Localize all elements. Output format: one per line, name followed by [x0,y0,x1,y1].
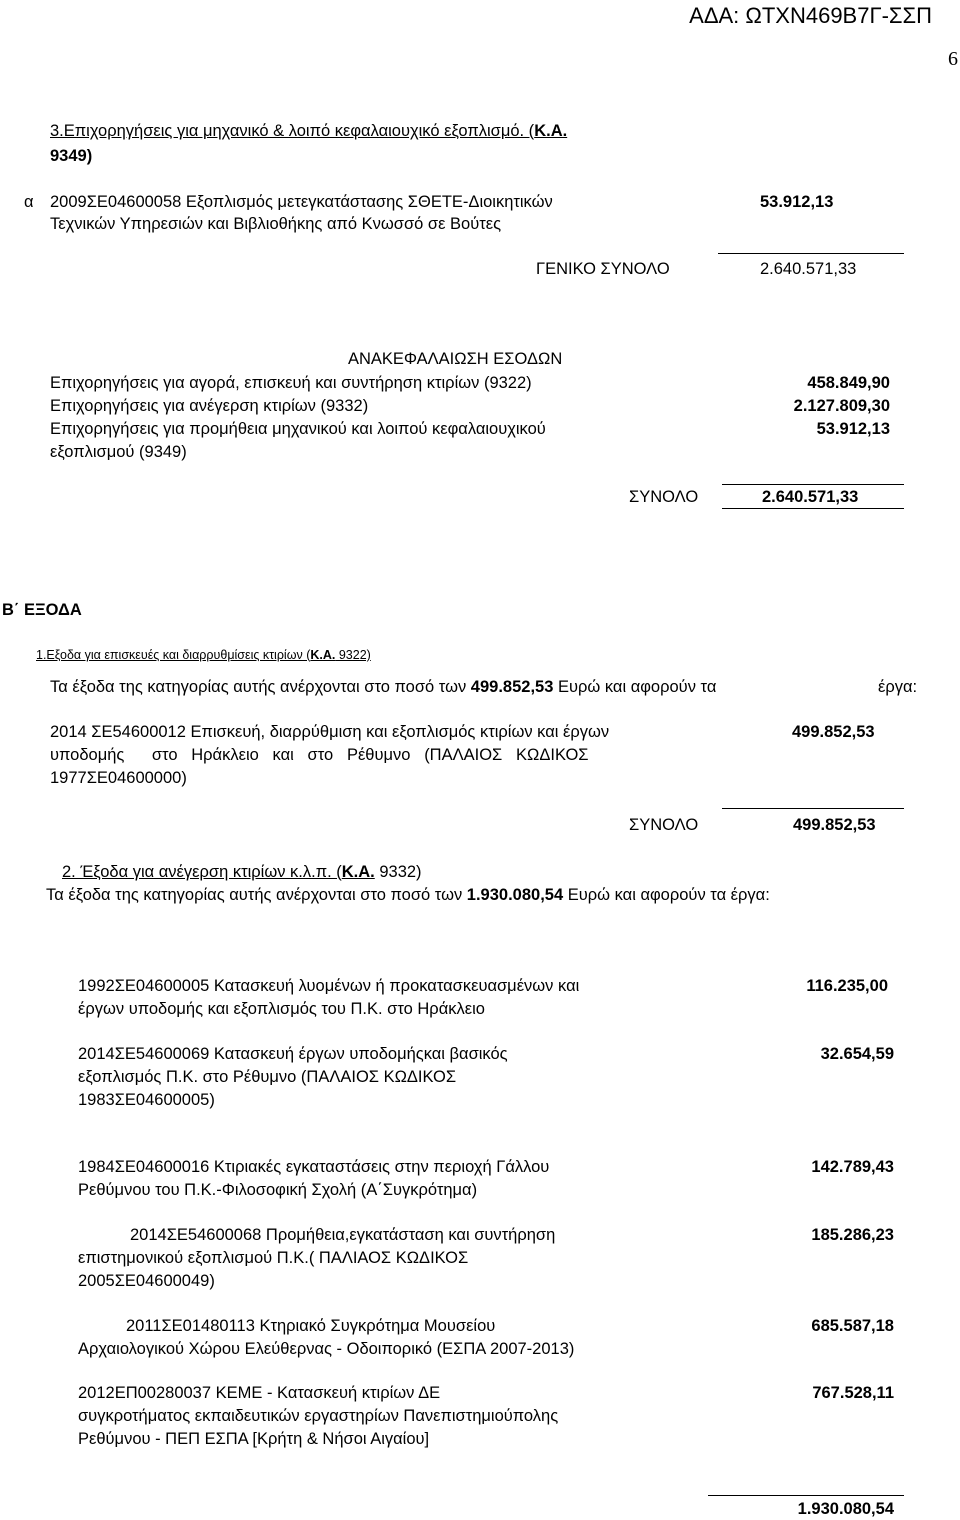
project-6-line2: συγκροτήματος εκπαιδευτικών εργαστηρίων Πανεπιστημιούπολης [78,1407,559,1425]
project-2-line1: 2014ΣΕ54600069 Κατασκευή έργων υποδομήςκαι βασικός [78,1045,508,1063]
income-row-1-amount: 458.849,90 [807,374,890,392]
expenses-sub1-text-end: έργα: [878,678,918,696]
income-row-2-label: Επιχορηγήσεις για ανέγερση κτιρίων (9332) [50,397,369,415]
project-4-line1: 2014ΣΕ54600068 Προμήθεια,εγκατάσταση και συντήρηση [130,1226,556,1244]
income-total-amount: 2.640.571,33 [762,488,859,506]
project-2-line2: εξοπλισμός Π.Κ. στο Ρέθυμνο (ΠΑΛΑΙΟΣ ΚΩΔΙΚΟΣ [78,1068,457,1086]
income-row-3-label: Επιχορηγήσεις για προμήθεια μηχανικού και λοιπού κεφαλαιουχικού [50,420,546,438]
income-summary-title: ΑΝΑΚΕΦΑΛΑΙΩΣΗ ΕΣΟΔΩΝ [348,350,563,368]
divider [722,508,904,509]
project-4-amount: 185.286,23 [811,1226,894,1244]
expenses-sub1-item-line2: υποδομής στο Ηράκλειο και στο Ρέθυμνο (ΠΑΛΑΙΟΣ ΚΩΔΙΚΟΣ [50,746,589,764]
expenses-sub2-text: Τα έξοδα της κατηγορίας αυτής ανέρχονται στο ποσό των 1.930.080,54 Ευρώ και αφορούν τα έργα: [46,886,770,904]
income-row-3-label-cont: εξοπλισμού (9349) [50,443,187,461]
section3-item-amount: 53.912,13 [760,193,834,211]
project-4-line3: 2005ΣΕ04600049) [78,1272,215,1290]
section3-title: 3.Επιχορηγήσεις για μηχανικό & λοιπό κεφαλαιουχικό εξοπλισμό. (Κ.Α. [50,122,568,140]
project-1-line1: 1992ΣΕ04600005 Κατασκευή λυομένων ή προκατασκευασμένων και [78,977,580,995]
project-5-line2: Αρχαιολογικού Χώρου Ελεύθερνας - Οδοιπορικό (ΕΣΠΑ 2007-2013) [78,1340,575,1358]
page-number: 6 [948,48,958,70]
divider [718,253,904,254]
project-5-line1: 2011ΣΕ01480113 Κτηριακό Συγκρότημα Μουσείου [126,1317,496,1335]
income-row-2-amount: 2.127.809,30 [793,397,890,415]
project-6-line3: Ρεθύμνου - ΠΕΠ ΕΣΠΑ [Κρήτη & Νήσοι Αιγαίου] [78,1430,430,1448]
income-row-3-amount: 53.912,13 [816,420,890,438]
expenses-sub2-title: 2. Έξοδα για ανέγερση κτιρίων κ.λ.π. (Κ.Α. 9332) [62,863,422,881]
project-3-line1: 1984ΣΕ04600016 Κτιριακές εγκαταστάσεις στην περιοχή Γάλλου [78,1158,550,1176]
grand-total-amount: 2.640.571,33 [760,260,857,278]
section3-item-line1: 2009ΣΕ04600058 Εξοπλισμός μετεγκατάστασης ΣΘΕΤΕ-Διοικητικών [50,193,553,211]
project-2-amount: 32.654,59 [820,1045,894,1063]
project-1-line2: έργων υποδομής και εξοπλισμός του Π.Κ. στο Ηράκλειο [78,1000,485,1018]
expenses-sub2-total-amount: 1.930.080,54 [797,1500,894,1518]
project-1-amount: 116.235,00 [806,977,888,995]
divider [722,484,904,485]
expenses-sub1-total-label: ΣΥΝΟΛΟ [629,816,699,834]
project-2-line3: 1983ΣΕ04600005) [78,1091,215,1109]
project-4-line2: επιστημονικού εξοπλισμού Π.Κ.( ΠΑΛΙΑΟΣ ΚΩΔΙΚΟΣ [78,1249,469,1267]
section3-item-line2: Τεχνικών Υπηρεσιών και Βιβλιοθήκης από Κνωσσό σε Βούτες [50,215,502,233]
project-6-line1: 2012ΕΠ00280037 ΚΕΜΕ - Κατασκευή κτιρίων ΔΕ [78,1384,441,1402]
project-3-amount: 142.789,43 [811,1158,894,1176]
divider [708,1495,904,1496]
expenses-sub1-item-line3: 1977ΣΕ04600000) [50,769,187,787]
item-letter: α [24,193,34,211]
section3-title-cont: 9349) [50,147,93,165]
expenses-sub1-total-amount: 499.852,53 [793,816,876,834]
project-6-amount: 767.528,11 [812,1384,894,1402]
expenses-title: Β΄ ΕΞΟΔΑ [2,601,82,619]
project-5-amount: 685.587,18 [811,1317,894,1335]
expenses-sub1-item-amount: 499.852,53 [792,723,875,741]
income-row-1-label: Επιχορηγήσεις για αγορά, επισκευή και συντήρηση κτιρίων (9322) [50,374,532,392]
expenses-sub1-item-line1: 2014 ΣΕ54600012 Επισκευή, διαρρύθμιση και εξοπλισμός κτιρίων και έργων [50,723,610,741]
income-total-label: ΣΥΝΟΛΟ [629,488,699,506]
divider [722,808,904,809]
ada-code: ΑΔΑ: ΩΤΧΝ469Β7Γ-ΣΣΠ [689,3,932,28]
expenses-sub1-text: Τα έξοδα της κατηγορίας αυτής ανέρχονται στο ποσό των 499.852,53 Ευρώ και αφορούν τα [50,678,717,696]
project-3-line2: Ρεθύμνου του Π.Κ.-Φιλοσοφική Σχολή (Α΄Συγκρότημα) [78,1181,478,1199]
grand-total-label: ΓΕΝΙΚΟ ΣΥΝΟΛΟ [536,260,670,278]
expenses-sub1-title: 1.Εξοδα για επισκευές και διαρρυθμίσεις κτιρίων (Κ.Α. 9322) [36,648,371,662]
